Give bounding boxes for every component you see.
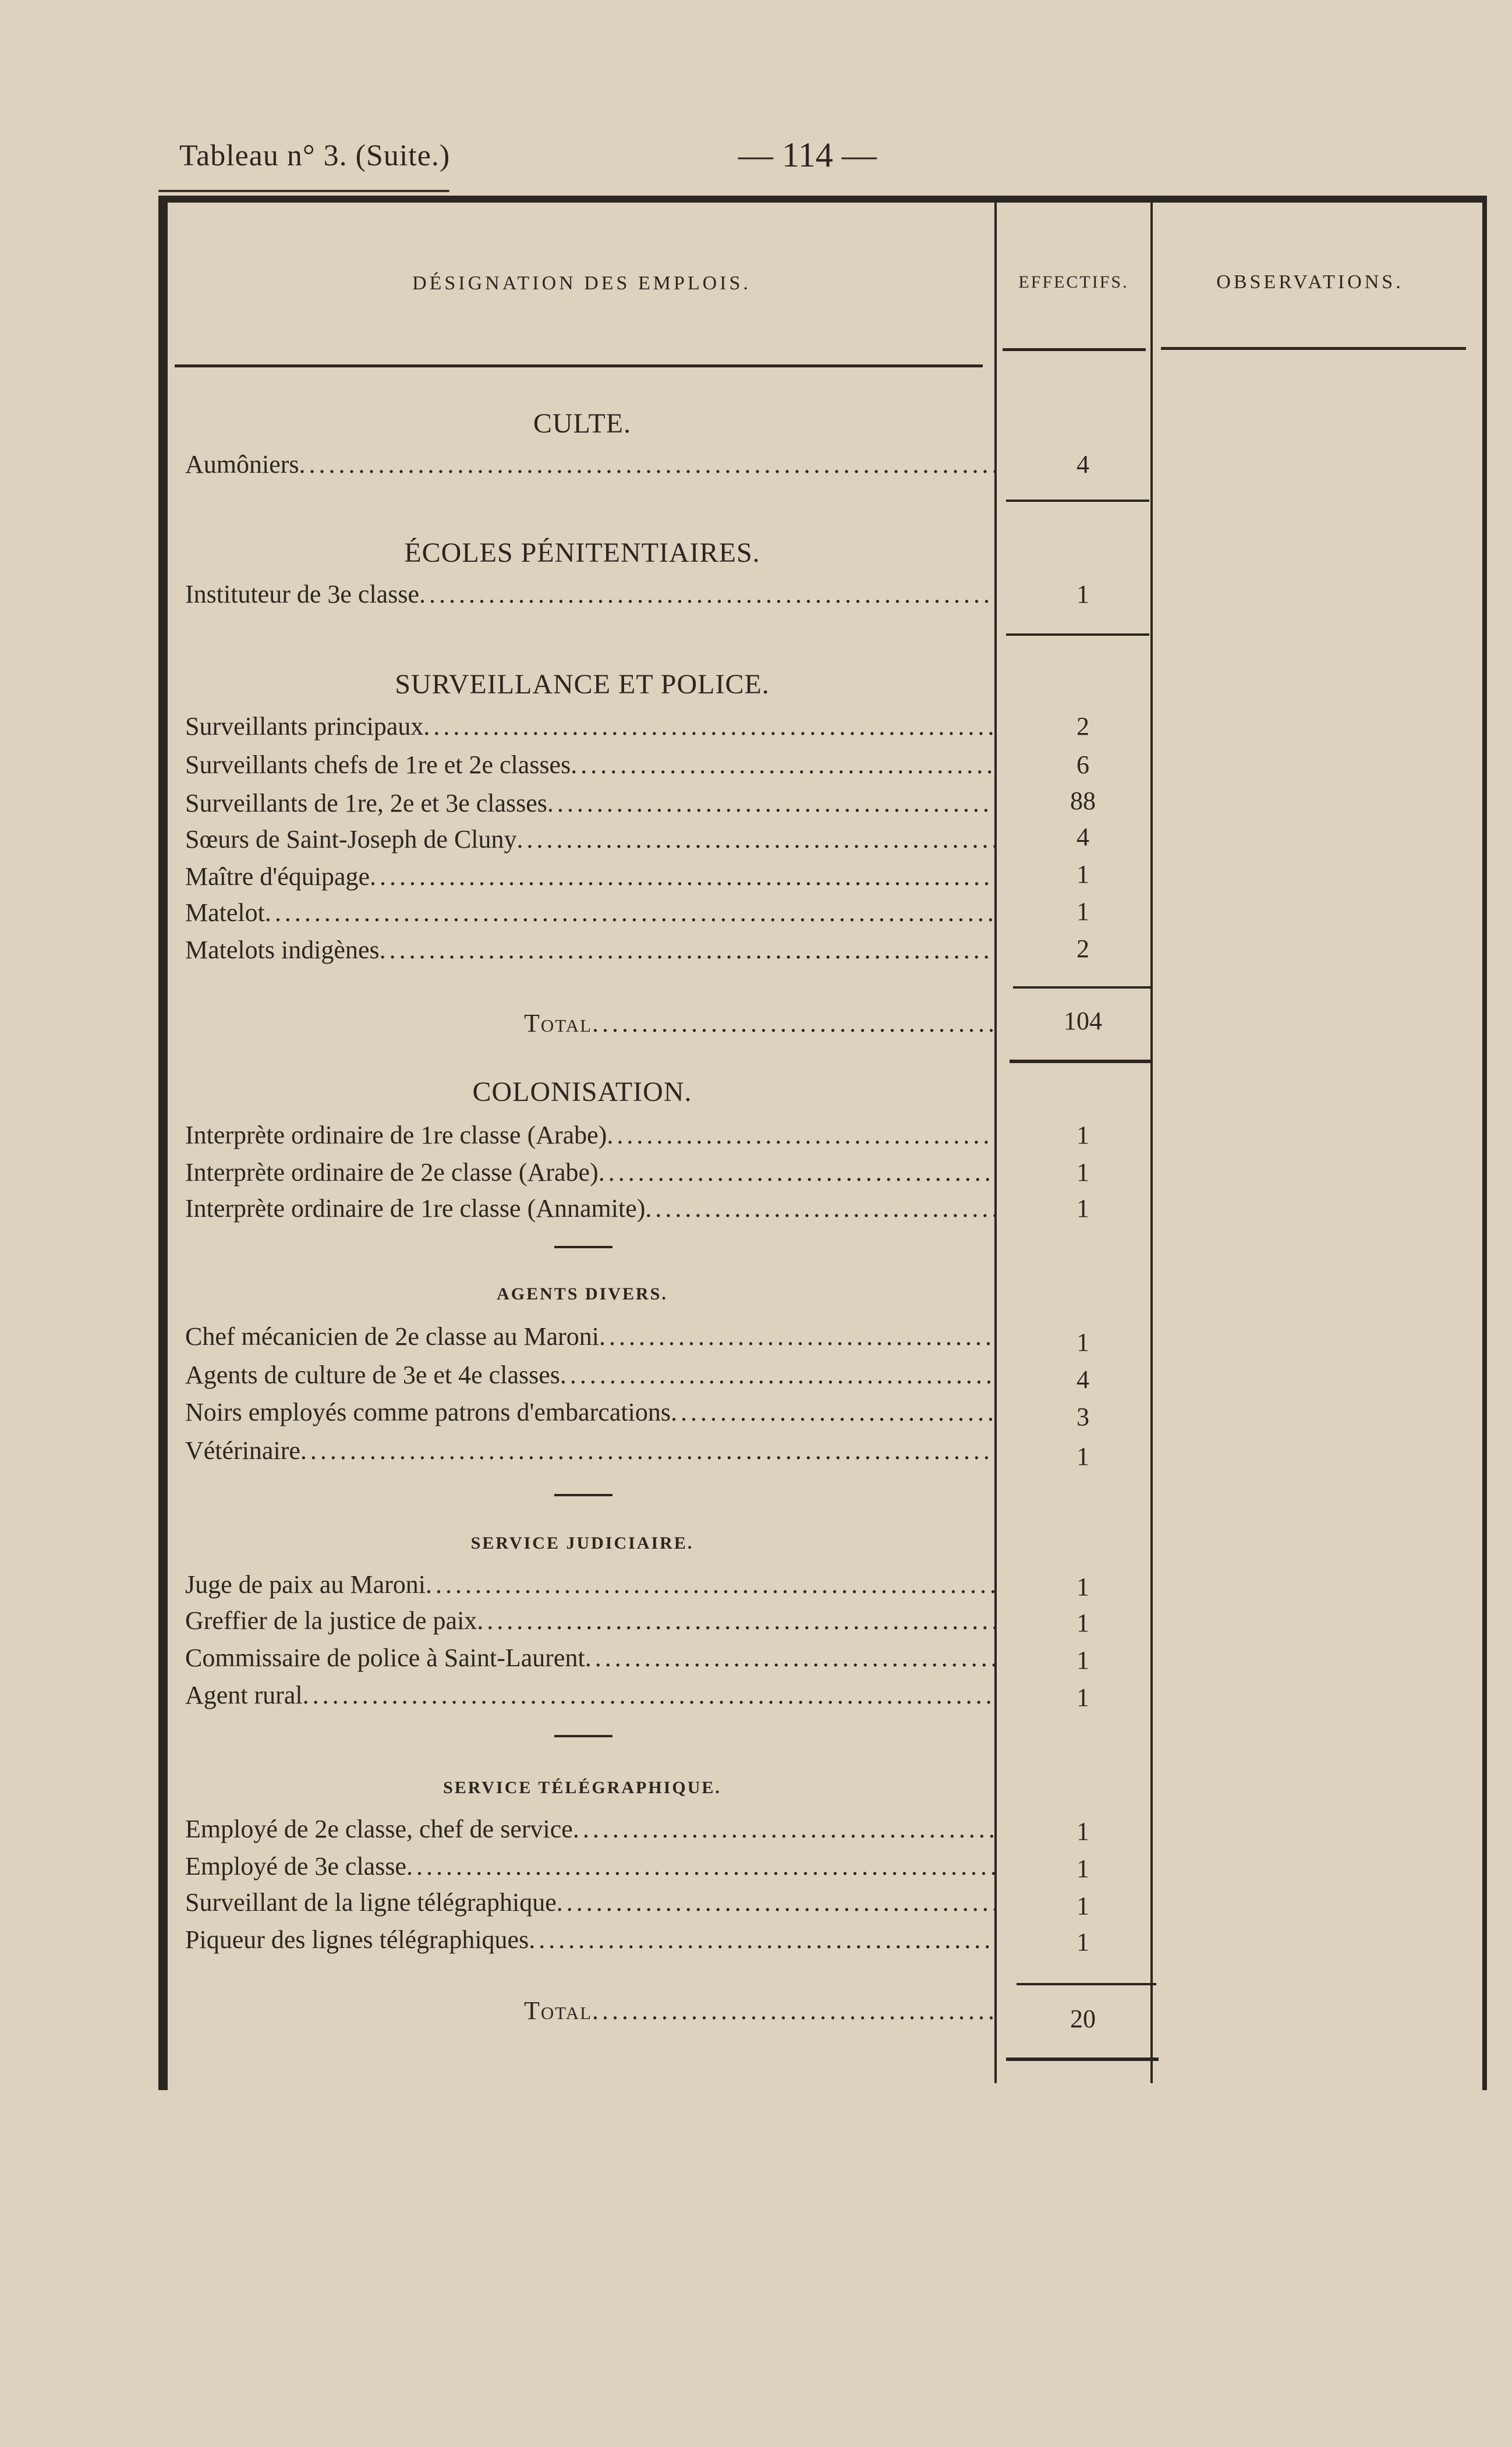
leader-dots <box>380 935 994 965</box>
table-row <box>185 862 994 897</box>
leader-dots <box>645 1194 994 1223</box>
section-title-ecoles: ÉCOLES PÉNITENTIAIRES. <box>404 537 760 568</box>
row-value: 1 <box>1077 1158 1089 1187</box>
row-value: 1 <box>1077 1442 1089 1471</box>
row-label: Employé de 2e classe, chef de service <box>185 1815 573 1843</box>
table-row <box>185 1925 994 1960</box>
leader-dots <box>529 1925 994 1954</box>
table-row <box>185 1120 994 1155</box>
column-header-designation: DÉSIGNATION DES EMPLOIS. <box>412 272 751 294</box>
row-value: 1 <box>1077 1928 1089 1956</box>
row-label: Maître d'équipage <box>185 862 370 891</box>
row-label: Sœurs de Saint-Joseph de Cluny <box>185 825 517 854</box>
row-value: 4 <box>1077 1365 1089 1394</box>
table-row <box>185 898 994 933</box>
leader-dots <box>265 898 994 927</box>
subtotal-rule <box>1006 633 1149 636</box>
total-value: 20 <box>1070 2005 1096 2033</box>
leader-dots <box>370 862 994 891</box>
header-underline-observations <box>1161 347 1466 350</box>
leader-dots <box>423 711 994 741</box>
row-value: 1 <box>1077 1573 1089 1601</box>
row-value: 3 <box>1077 1403 1089 1431</box>
row-label: Noirs employés comme patrons d'embarcations <box>185 1398 671 1426</box>
table-row <box>185 1606 994 1641</box>
subtotal-rule <box>1013 986 1153 989</box>
row-label: Commissaire de police à Saint-Laurent <box>185 1644 585 1672</box>
row-label: Surveillants principaux <box>185 712 424 741</box>
row-value: 6 <box>1077 750 1089 779</box>
row-value: 1 <box>1077 1854 1089 1883</box>
subtotal-rule <box>1006 500 1149 502</box>
row-label: Employé de 3e classe <box>185 1852 406 1881</box>
column-header-effectifs: EFFECTIFS. <box>1018 272 1129 292</box>
total-label: Total <box>524 1996 593 2025</box>
row-value: 1 <box>1077 1328 1089 1357</box>
leader-dots <box>557 1888 994 1917</box>
leader-dots <box>426 1570 994 1599</box>
leader-dots <box>599 1322 994 1351</box>
row-value: 4 <box>1077 823 1089 851</box>
header-rule <box>158 190 449 192</box>
table-row <box>185 1436 994 1471</box>
row-label: Agent rural <box>185 1681 303 1709</box>
leader-dots <box>607 1120 994 1150</box>
row-value: 1 <box>1077 1683 1089 1712</box>
total-row <box>524 1008 994 1043</box>
row-label: Surveillants chefs de 1re et 2e classes <box>185 750 571 779</box>
table-row <box>185 1570 994 1605</box>
row-value: 1 <box>1077 1121 1089 1149</box>
row-value: 1 <box>1077 580 1089 608</box>
table-row <box>185 1322 994 1357</box>
row-label: Surveillants de 1re, 2e et 3e classes <box>185 789 547 817</box>
leader-dots <box>303 1680 994 1710</box>
column-header-observations: OBSERVATIONS. <box>1216 271 1404 293</box>
row-value: 88 <box>1070 787 1096 815</box>
leader-dots <box>517 824 994 854</box>
page-number: — 114 — <box>738 136 877 174</box>
section-title-culte: CULTE. <box>533 408 632 439</box>
row-value: 1 <box>1077 1194 1089 1223</box>
leader-dots <box>573 1814 994 1844</box>
row-label: Aumôniers <box>185 450 299 479</box>
table-row <box>185 1157 994 1192</box>
table-caption: Tableau n° 3. (Suite.) <box>179 139 451 172</box>
row-value: 1 <box>1077 1892 1089 1920</box>
total-rule <box>1010 1060 1153 1063</box>
total-label: Total <box>524 1009 593 1037</box>
total-row <box>524 1996 994 2031</box>
table-row <box>185 1888 994 1922</box>
section-title-colonisation: COLONISATION. <box>472 1076 692 1107</box>
row-label: Interprète ordinaire de 1re classe (Arabe) <box>185 1121 607 1149</box>
section-title-agents-divers: AGENTS DIVERS. <box>497 1284 668 1304</box>
table-row <box>185 935 994 970</box>
header-underline-designation <box>175 364 983 367</box>
table-row <box>185 1194 994 1228</box>
row-label: Piqueur des lignes télégraphiques <box>185 1925 529 1954</box>
row-value: 1 <box>1077 1646 1089 1674</box>
row-label: Juge de paix au Maroni <box>185 1570 426 1599</box>
row-label: Surveillant de la ligne télégraphique <box>185 1888 557 1917</box>
row-label: Agents de culture de 3e et 4e classes <box>185 1361 560 1389</box>
section-separator <box>554 1735 612 1737</box>
leader-dots <box>599 1157 994 1187</box>
leader-dots <box>571 750 994 780</box>
row-value: 1 <box>1077 860 1089 888</box>
row-value: 2 <box>1077 712 1089 741</box>
section-title-surveillance: SURVEILLANCE ET POLICE. <box>395 669 770 700</box>
table-row <box>185 1851 994 1886</box>
row-value: 1 <box>1077 1609 1089 1637</box>
row-value: 2 <box>1077 934 1089 963</box>
table-row <box>185 1397 994 1432</box>
column-divider-effectifs <box>994 203 997 2083</box>
row-value: 1 <box>1077 1817 1089 1846</box>
table-row <box>185 449 994 484</box>
table-row <box>185 579 994 614</box>
row-label: Interprète ordinaire de 1re classe (Annamite) <box>185 1194 646 1223</box>
leader-dots <box>671 1397 994 1427</box>
table-row <box>185 1814 994 1849</box>
table-row <box>185 750 994 785</box>
leader-dots <box>419 579 994 609</box>
leader-dots <box>299 449 994 479</box>
row-label: Vétérinaire <box>185 1436 300 1465</box>
row-value: 1 <box>1077 897 1089 926</box>
leader-dots <box>592 1008 994 1038</box>
row-label: Matelots indigènes <box>185 936 380 964</box>
section-separator <box>554 1246 612 1248</box>
section-title-service-judiciaire: SERVICE JUDICIAIRE. <box>470 1534 694 1553</box>
leader-dots <box>585 1643 994 1673</box>
leader-dots <box>300 1436 994 1465</box>
row-label: Interprète ordinaire de 2e classe (Arabe) <box>185 1158 599 1187</box>
table-row <box>185 711 994 746</box>
row-label: Greffier de la justice de paix <box>185 1606 477 1635</box>
table-row <box>185 788 994 823</box>
header-underline-effectifs <box>1003 348 1146 351</box>
section-separator <box>554 1494 612 1496</box>
row-value: 4 <box>1077 450 1089 479</box>
row-label: Instituteur de 3e classe <box>185 580 419 608</box>
table-row <box>185 1643 994 1678</box>
leader-dots <box>560 1360 994 1390</box>
leader-dots <box>547 788 994 818</box>
table-row <box>185 1680 994 1715</box>
leader-dots <box>592 1996 994 2025</box>
table-row <box>185 824 994 859</box>
section-title-service-telegraphique: SERVICE TÉLÉGRAPHIQUE. <box>443 1778 721 1797</box>
table-row <box>185 1360 994 1395</box>
subtotal-rule <box>1017 1983 1156 1985</box>
total-value: 104 <box>1064 1007 1102 1035</box>
leader-dots <box>406 1851 994 1881</box>
leader-dots <box>477 1606 994 1635</box>
row-label: Chef mécanicien de 2e classe au Maroni <box>185 1322 600 1351</box>
total-rule <box>1006 2058 1159 2061</box>
row-label: Matelot <box>185 898 265 927</box>
